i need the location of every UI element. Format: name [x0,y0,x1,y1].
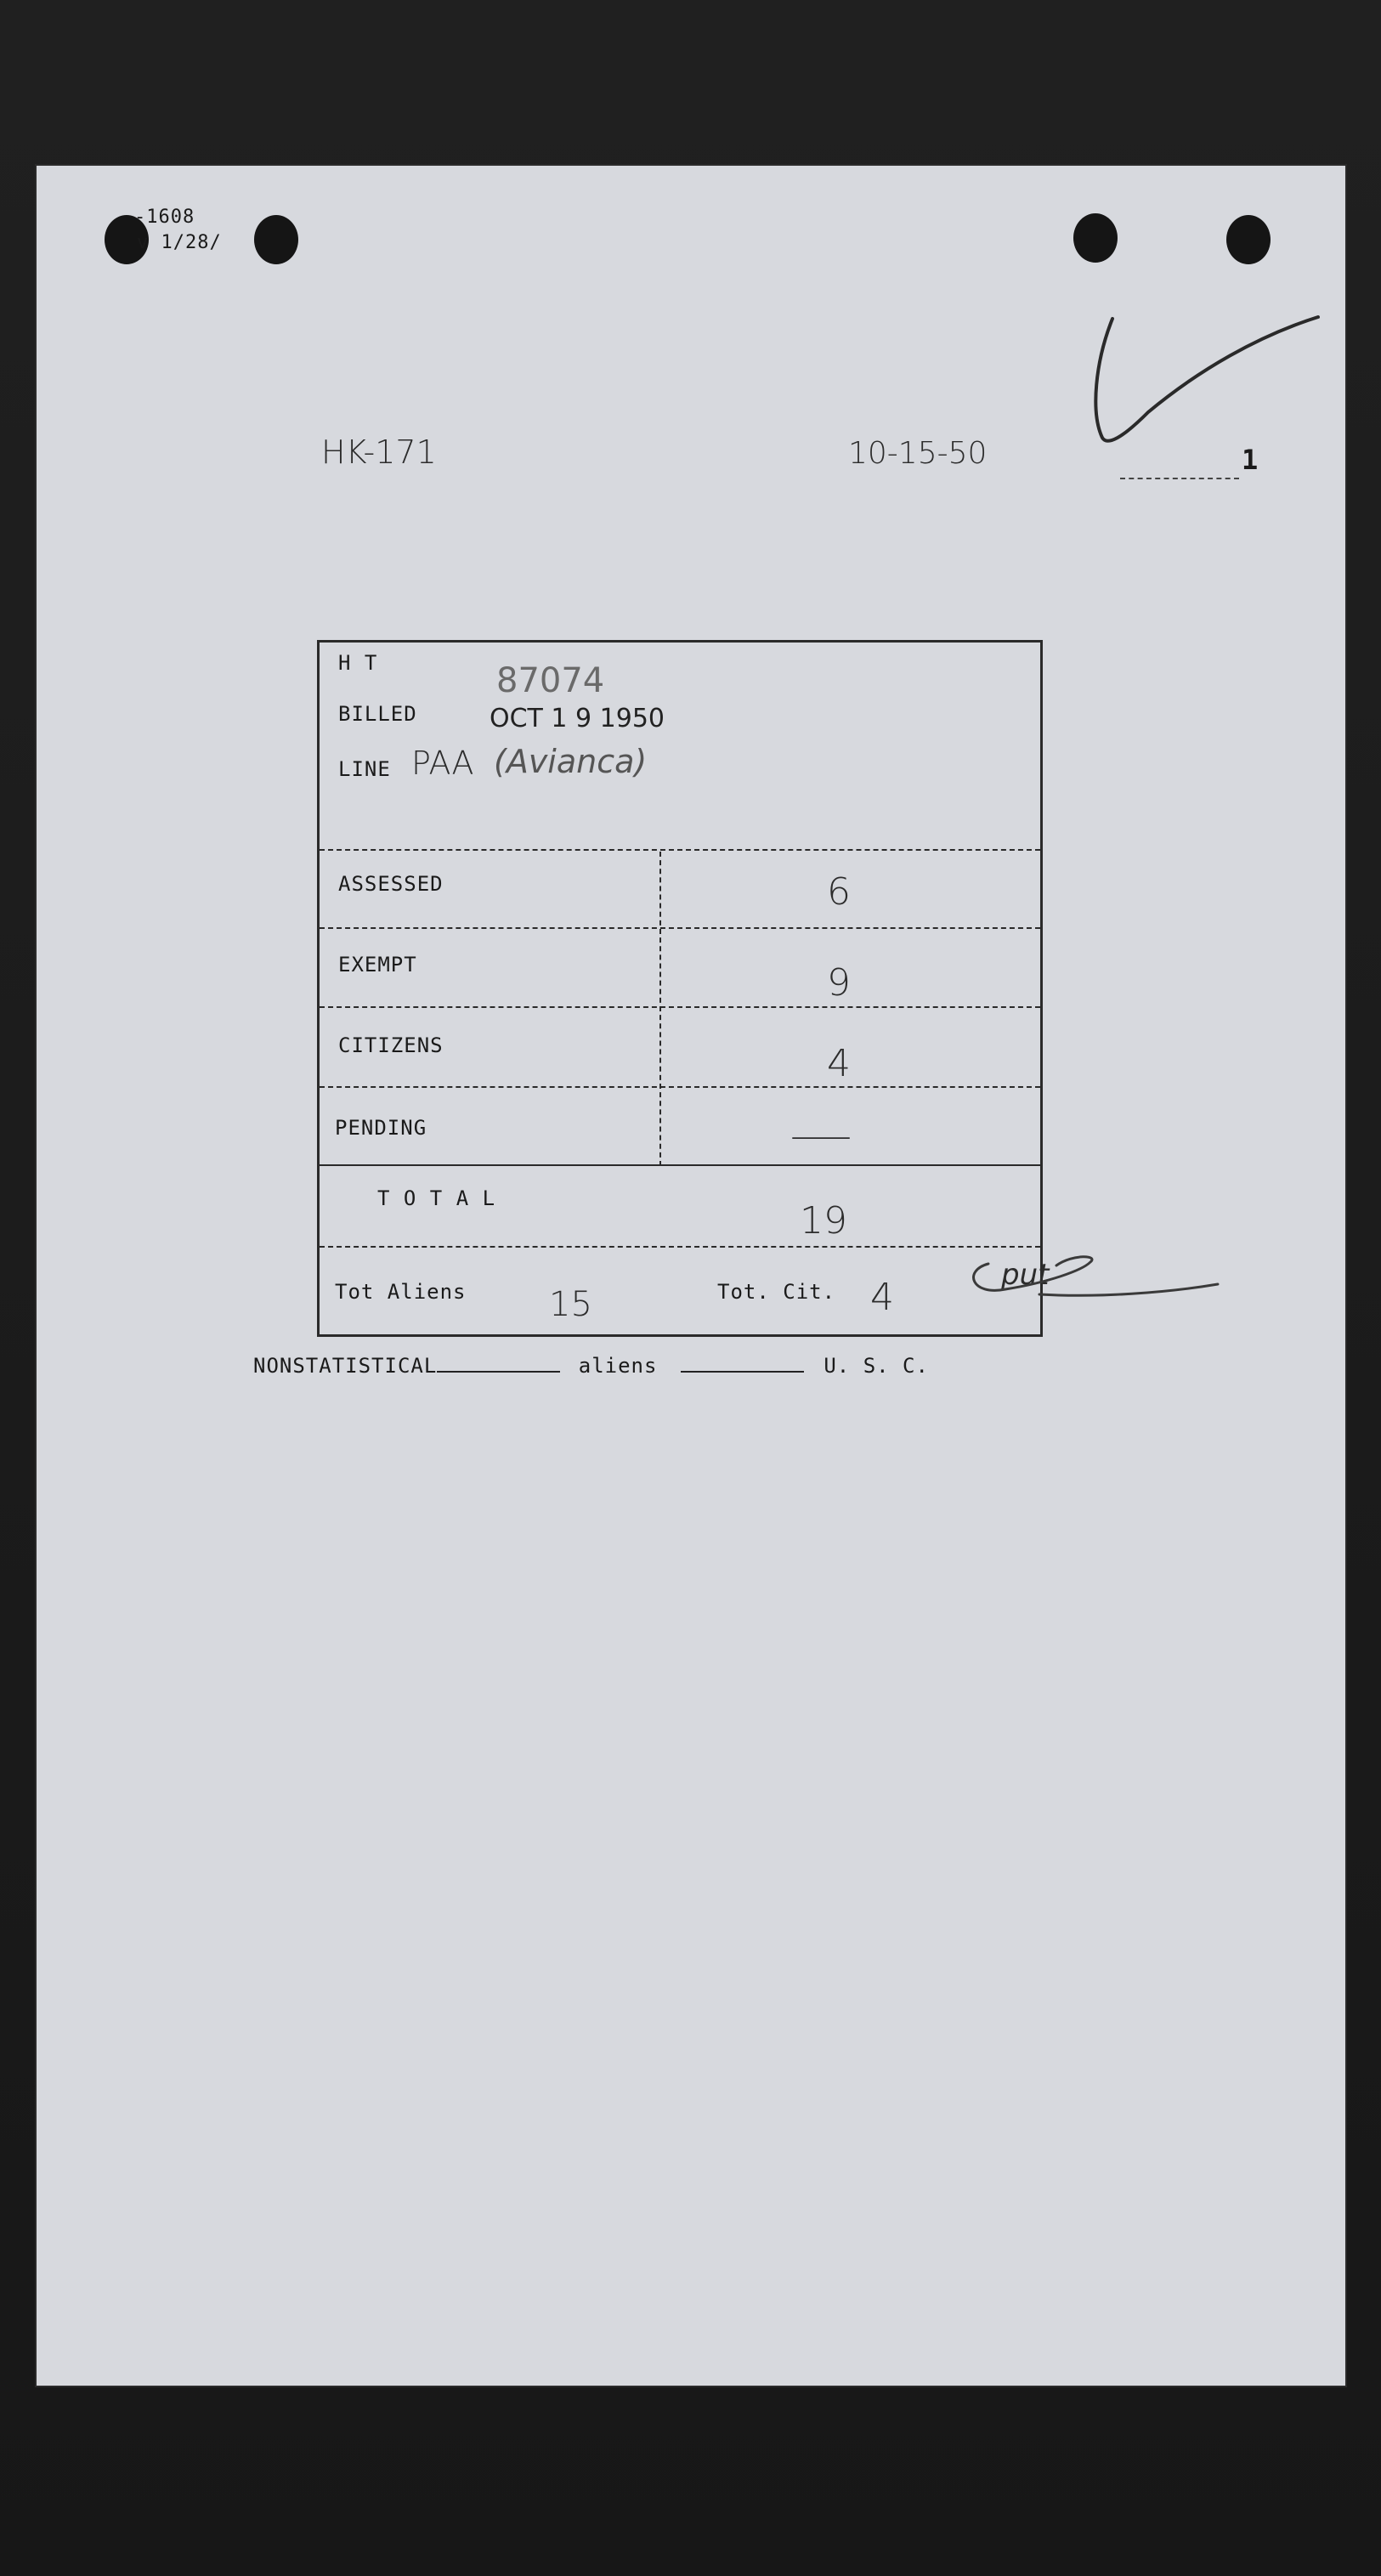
billed-date-stamp: OCT 1 9 1950 [490,704,665,733]
tot-cit-label: Tot. Cit. [717,1280,836,1304]
billed-label: BILLED [338,702,417,726]
initials-flourish [954,1245,1226,1313]
line-value: PAA [411,744,474,782]
aliens-blank [681,1371,804,1373]
row-value: 6 [827,870,851,914]
page-number-rule [1120,478,1239,479]
row-value: 9 [827,961,851,1005]
total-label: T O T A L [377,1186,496,1210]
nonstatistical-blank [437,1371,560,1373]
table-divider [320,1086,1040,1088]
page-number: 1 [1242,444,1259,476]
nonstatistical-line [253,1354,929,1378]
table-divider [320,927,1040,929]
row-label: ASSESSED [338,872,444,896]
table-column-divider [659,852,661,1166]
header-date: 10-15-50 [848,436,988,471]
row-label: PENDING [335,1116,427,1140]
row-value: 4 [827,1042,851,1085]
flight-number: HK-171 [321,433,437,471]
ht-label: H T [338,651,378,675]
punch-hole [1226,215,1271,264]
document-page [37,166,1345,2386]
line-note: (Avianca) [494,743,648,780]
aliens-label: aliens [578,1354,658,1378]
punch-hole [1073,213,1118,263]
tot-aliens-label: Tot Aliens [335,1280,467,1304]
row-label: CITIZENS [338,1033,444,1057]
form-revision: v 1/28/ [137,232,222,253]
nonstatistical-label: NONSTATISTICAL [253,1354,438,1378]
punch-hole [254,215,298,264]
manifest-summary-table [317,640,1043,1337]
table-divider [320,1164,1040,1166]
form-number: -1608 [134,207,195,228]
check-mark-icon [1089,310,1327,455]
row-value: — [789,1114,853,1158]
line-label: LINE [338,757,391,781]
ht-number: 87074 [496,661,605,700]
table-divider [320,1006,1040,1008]
usc-label: U. S. C. [824,1354,929,1378]
table-divider [320,849,1040,851]
tot-aliens-value: 15 [549,1285,592,1324]
total-value: 19 [800,1199,847,1243]
tot-cit-value: 4 [870,1276,894,1319]
row-label: EXEMPT [338,953,417,977]
table-divider [320,1246,1040,1248]
initials-signature: put [1001,1258,1050,1292]
